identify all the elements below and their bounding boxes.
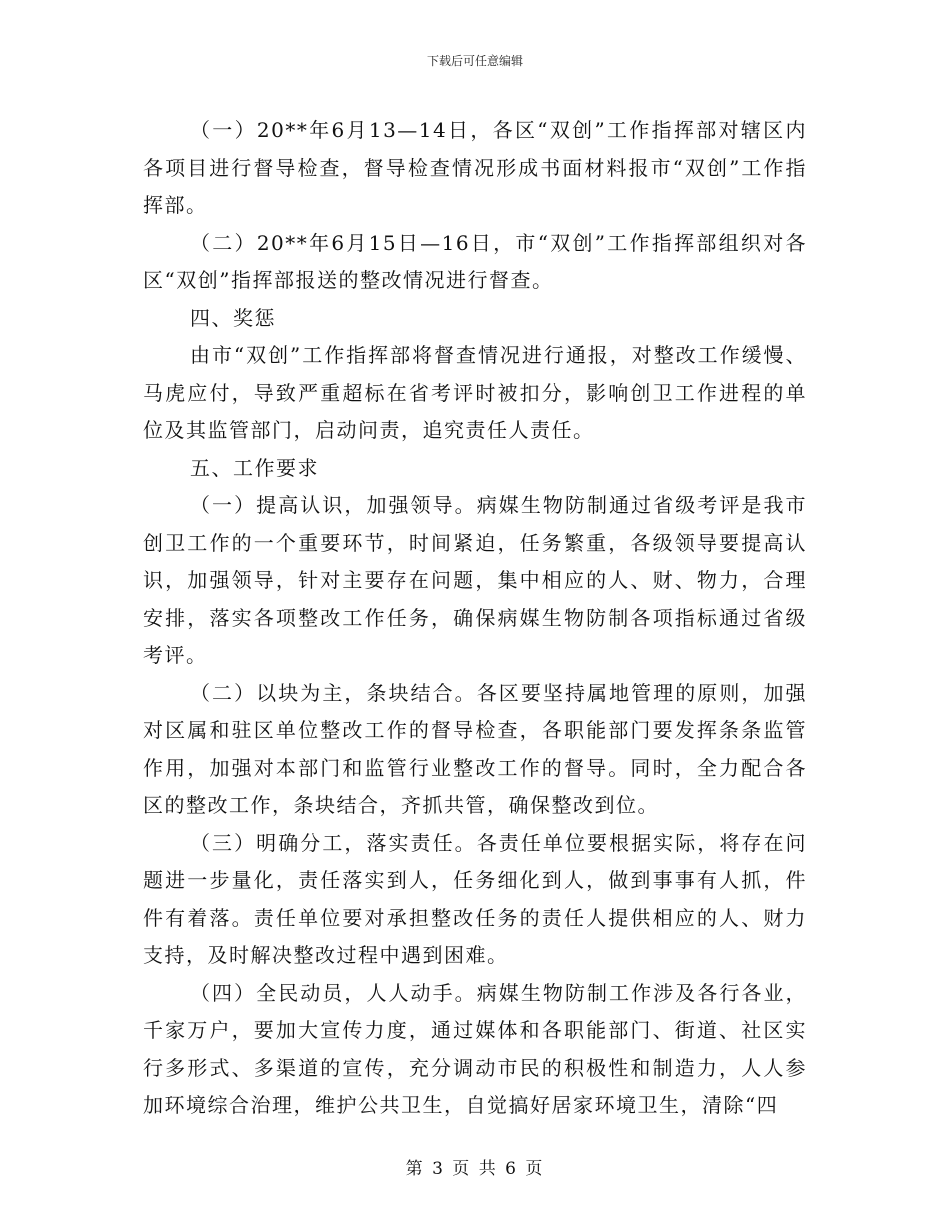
section-heading-requirements: 五、工作要求 [190,455,319,480]
paragraph-requirement-4: （四）全民动员，人人动手。病媒生物防制工作涉及各行各业，千家万户，要加大宣传力度，通过媒体和各职能部门、街道、社区实行多形式、多渠道的宣传，充分调动市民的积极性和制造力，人人参加环境综合治理，维护公共卫生，自觉搞好居家环境卫生，清除“四 [143,980,807,1117]
paragraph-requirement-3: （三）明确分工，落实责任。各责任单位要根据实际，将存在问题进一步量化，责任落实到人，任务细化到人，做到事事有人抓，件件有着落。责任单位要对承担整改任务的责任人提供相应的人、财力支持，及时解决整改过程中遇到困难。 [143,830,807,967]
paragraph-requirement-1: （一）提高认识，加强领导。病媒生物防制通过省级考评是我市创卫工作的一个重要环节，时间紧迫，任务繁重，各级领导要提高认识，加强领导，针对主要存在问题，集中相应的人、财、物力，合理安排，落实各项整改工作任务，确保病媒生物防制各项指标通过省级考评。 [143,493,807,667]
section-heading-rewards: 四、奖惩 [190,305,276,330]
page-number: 第 3 页 共 6 页 [405,1159,545,1179]
paragraph-inspection-2: （二）20**年6月15日—16日，市“双创”工作指挥部组织对各区“双创”指挥部报送的整改情况进行督查。 [143,230,807,292]
paragraph-inspection-1: （一）20**年6月13—14日，各区“双创”工作指挥部对辖区内各项目进行督导检查，督导检查情况形成书面材料报市“双创”工作指挥部。 [143,118,807,217]
document-body [143,112,807,1125]
paragraph-requirement-2: （二）以块为主，条块结合。各区要坚持属地管理的原则，加强对区属和驻区单位整改工作的督导检查，各职能部门要发挥条条监管作用，加强对本部门和监管行业整改工作的督导。同时，全力配合各区的整改工作，条块结合，齐抓共管，确保整改到位。 [143,680,807,817]
page-header: 下载后可任意编辑 [426,54,523,68]
paragraph-rewards: 由市“双创”工作指挥部将督查情况进行通报，对整改工作缓慢、马虎应付，导致严重超标在省考评时被扣分，影响创卫工作进程的单位及其监管部门，启动问责，追究责任人责任。 [143,343,807,442]
